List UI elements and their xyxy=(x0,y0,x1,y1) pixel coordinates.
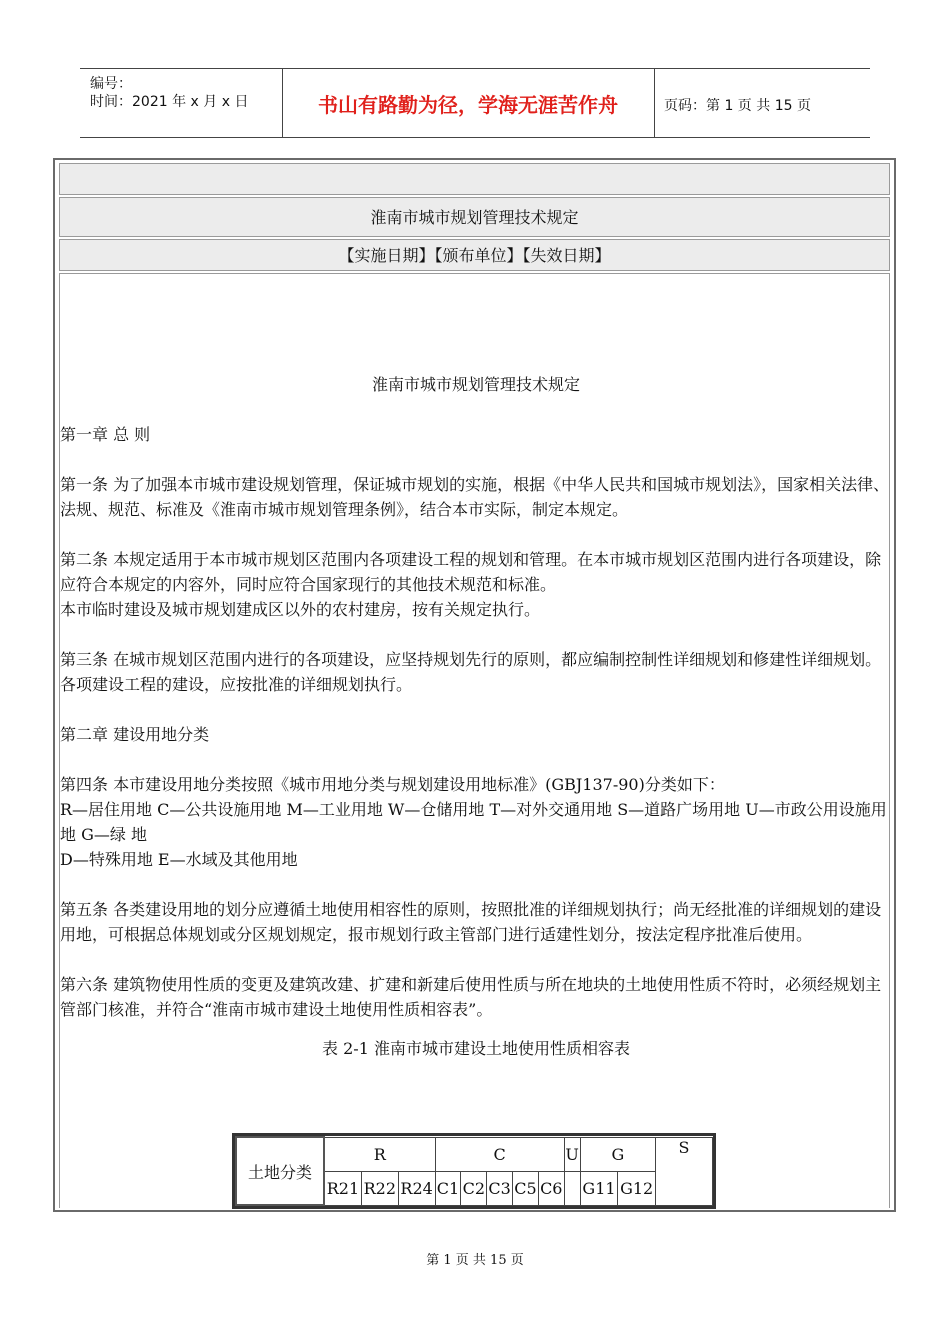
document-title: 淮南市城市规划管理技术规定 xyxy=(371,375,580,394)
page-footer: 第 1 页 共 15 页 xyxy=(426,1253,524,1268)
table-cell: R24 xyxy=(398,1171,435,1205)
motto: 书山有路勤为径，学海无涯苦作舟 xyxy=(282,69,655,137)
table-cell: G11 xyxy=(580,1171,618,1205)
page-info: 页码：第 1 页 共 15 页 xyxy=(664,98,811,114)
chapter-heading: 第二章 建设用地分类 xyxy=(60,725,210,744)
table-cell: C6 xyxy=(538,1171,564,1205)
table-caption: 表 2-1 淮南市城市建设土地使用性质相容表 xyxy=(322,1039,630,1058)
document-band-title: 淮南市城市规划管理技术规定 xyxy=(59,197,890,237)
table-group-header: R xyxy=(324,1137,435,1171)
table-cell: G12 xyxy=(618,1171,656,1205)
document-body xyxy=(60,300,892,1061)
table-cell xyxy=(564,1171,580,1205)
table-cell: C5 xyxy=(513,1171,539,1205)
land-use-table xyxy=(232,1133,716,1209)
article-4: 第四条 本市建设用地分类按照《城市用地分类与规划建设用地标准》(GBJ137-90)分类如下： xyxy=(60,775,725,794)
document-meta-line: 【实施日期】【颁布单位】【失效日期】 xyxy=(59,239,890,271)
table-group-header: G xyxy=(580,1137,655,1171)
number-label: 编号： xyxy=(90,76,132,92)
land-use-list: D—特殊用地 E—水域及其他用地 xyxy=(60,850,298,869)
article-2-note: 本市临时建设及城市规划建成区以外的农村建房，按有关规定执行。 xyxy=(60,600,541,619)
page-header xyxy=(80,68,870,138)
header-info-cell xyxy=(80,69,283,137)
land-use-list: R—居住用地 C—公共设施用地 M—工业用地 W—仓储用地 T—对外交通用地 S—道路广场用地 U—市政公用设施用地 G—绿 地 xyxy=(60,800,887,844)
table-group-header: S xyxy=(656,1137,713,1205)
table-cell: C1 xyxy=(435,1171,461,1205)
table-group-header: C xyxy=(435,1137,564,1171)
chapter-heading: 第一章 总 则 xyxy=(60,425,151,444)
table-group-header: U xyxy=(564,1137,580,1171)
table-cell: C3 xyxy=(487,1171,513,1205)
blank-band xyxy=(59,163,890,195)
table-cell: R22 xyxy=(361,1171,398,1205)
table-cell: R21 xyxy=(324,1171,361,1205)
article-1: 第一条 为了加强本市城市建设规划管理，保证城市规划的实施，根据《中华人民共和国城市规划法》，国家相关法律、法规、规范、标准及《淮南市城市规划管理条例》，结合本市实际，制定本规定。 xyxy=(60,475,890,519)
table-cell: C2 xyxy=(461,1171,487,1205)
table-row-header: 土地分类 xyxy=(236,1137,324,1205)
article-5: 第五条 各类建设用地的划分应遵循土地使用相容性的原则，按照批准的详细规划执行；尚无经批准的详细规划的建设用地，可根据总体规划或分区规划规定，报市规划行政主管部门进行适建性划分，按法定程序批准后使用。 xyxy=(60,900,882,944)
date-line: 时间：2021 年 x 月 x 日 xyxy=(90,94,249,110)
article-6: 第六条 建筑物使用性质的变更及建筑改建、扩建和新建后使用性质与所在地块的土地使用性质不符时，必须经规划主管部门核准，并符合“淮南市城市建设土地使用性质相容表”。 xyxy=(60,975,882,1019)
article-2: 第二条 本规定适用于本市城市规划区范围内各项建设工程的规划和管理。在本市城市规划区范围内进行各项建设，除应符合本规定的内容外，同时应符合国家现行的其他技术规范和标准。 xyxy=(60,550,882,594)
article-3: 第三条 在城市规划区范围内进行的各项建设，应坚持规划先行的原则，都应编制控制性详细规划和修建性详细规划。各项建设工程的建设，应按批准的详细规划执行。 xyxy=(60,650,882,694)
